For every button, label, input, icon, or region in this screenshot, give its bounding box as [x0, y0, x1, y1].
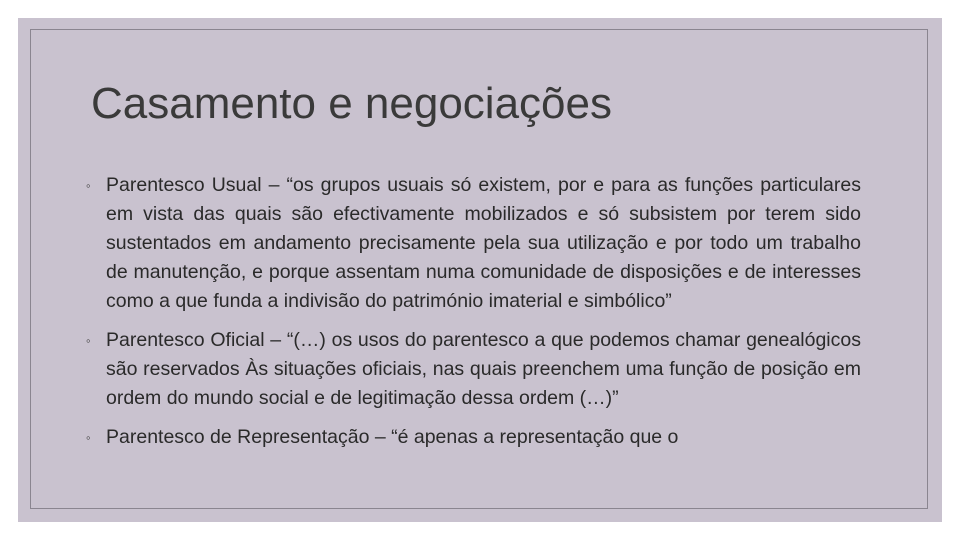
bullet-text: Parentesco de Representação – “é apenas a representação que o	[106, 426, 679, 448]
bullet-text: Parentesco Oficial – “(…) os usos do parentesco a que podemos chamar genealógicos são reservados Às situações oficiais, nas quais preenchem uma função de posição em ordem do mundo social e de legitimação dessa ordem (…)”	[106, 329, 861, 409]
slide	[18, 18, 942, 522]
bullet-item-parentesco-oficial	[86, 326, 861, 413]
bullet-text: Parentesco Usual – “os grupos usuais só existem, por e para as funções particulares em vista das quais são efectivamente mobilizados e só subsistem por terem sido sustentados em andamento precisamente pela sua utilização e por todo um trabalho de manutenção, e porque assentam numa comunidade de disposições e de interesses como a que funda a indivisão do património imaterial e simbólico”	[106, 174, 861, 312]
slide-title: Casamento e negociações	[91, 79, 612, 128]
bullet-circle-icon: ◦	[86, 430, 91, 445]
bullet-item-parentesco-usual	[86, 171, 861, 316]
bullet-item-parentesco-representacao	[86, 423, 861, 452]
bullet-list	[86, 171, 861, 462]
bullet-circle-icon: ◦	[86, 333, 91, 348]
bullet-circle-icon: ◦	[86, 178, 91, 193]
